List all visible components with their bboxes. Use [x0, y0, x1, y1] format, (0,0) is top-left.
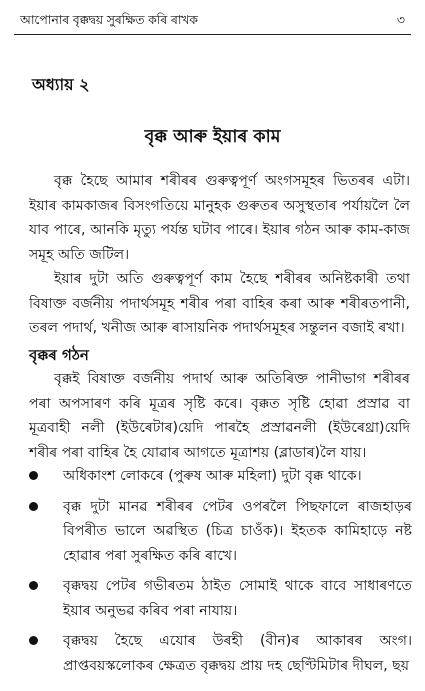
list-item-text: বৃক্ক দুটা মানৱ শৰীৰৰ পেটৰ ওপৰলৈ পিছফালে ৰাজহাড়ৰ বিপৰীত ভালে অৱস্থিত (চিত্ৰ চাওঁক)। ইহতক কামিহাড়ে নষ্ট হোৱাৰ পৰা সুৰক্ষিত কৰি ৰাখে। [63, 498, 412, 564]
chapter-label: অধ্যায় ২ [32, 75, 90, 94]
list-item-text: বৃক্কদ্বয় হৈছে এযোৰ উৰহী (বীন)ৰ আকাৰৰ অংগ। প্ৰাপ্তবয়স্কলোকৰ ক্ষেত্ৰত বৃক্কদ্বয় প্ৰায় দহ ছেণ্টিমিটাৰ দীঘল, ছয় [63, 633, 412, 674]
bullet-list [24, 464, 412, 678]
list-item-text: অধিকাংশ লোকৰে (পুৰুষ আৰু মহিলা) দুটা বৃক্ক থাকে। [63, 468, 362, 484]
paragraph-structure: বৃক্কই বিষাক্ত বৰ্জনীয় পদাৰ্থ আৰু অতিৰিক্ত পানীভাগ শৰীৰৰ পৰা অপসাৰণ কৰি মূত্ৰৰ সৃষ্টি কৰে। বৃক্কত সৃষ্টি হোৱা প্ৰস্ৰাৱ বা মূত্ৰবাহী নলী (ইউৰেটাৰ)য়েদি পাৰহৈ প্ৰস্ৰাৱনলী (ইউৰেথ্ৰা)য়েদি শৰীৰ পৰা বাহিৰ হৈ যোৱাৰ আগতে মূত্ৰাশয় (ব্লাডাৰ)লৈ যায়। [29, 371, 410, 461]
list-item-text: বৃক্কদ্বয় পেটৰ গভীৰতম ঠাইত সোমাই থাকে বাবে সাধাৰণতে ইয়াৰ অনুভৱ কৰিব পৰা নাযায়। [63, 578, 412, 619]
list-item [24, 574, 412, 623]
bullet-icon [29, 581, 38, 590]
paragraph-functions: ইয়াৰ দুটা অতি গুৰুত্বপূৰ্ণ কাম হৈছে শৰীৰৰ অনিষ্টকাৰী তথা বিষাক্ত বৰ্জনীয় পদাৰ্থসমূহ শৰীৰ পৰা বাহিৰ কৰা আৰু শৰীৰতপানী, তৰল পদাৰ্থ, খনীজ আৰু ৰাসায়নিক পদাৰ্থসমূহৰ সন্তুলন বজাই ৰখা। [29, 271, 410, 336]
bullet-icon [29, 502, 38, 511]
header-rule [14, 34, 411, 35]
paragraph-intro: বৃক্ক হৈছে আমাৰ শৰীৰৰ গুৰুত্বপূৰ্ণ অংগসমূহৰ ভিতৰৰ এটা। ইয়াৰ কামকাজৰ বিসংগতিয়ে মানুহক গুৰুতৰ অসুস্থতাৰ পৰ্যায়লৈ লৈ যাব পাৰে, আনকি মৃত্যু পৰ্যন্ত ঘটাব পাৰে। ইয়াৰ গঠন আৰু কাম-কাজ সমূহ অতি জটিল। [29, 173, 410, 263]
bullet-icon [29, 471, 38, 480]
bullet-icon [29, 636, 38, 645]
page-number: ৩ [396, 12, 405, 27]
list-item [24, 629, 412, 678]
chapter-title: বৃক্ক আৰু ইয়াৰ কাম [144, 127, 281, 147]
list-item [24, 464, 412, 489]
section-heading: বৃক্কৰ গঠন [29, 346, 89, 364]
list-item [24, 495, 412, 569]
running-header-title: আপোনাৰ বৃক্কদ্বয় সুৰক্ষিত কৰি ৰাখক [20, 12, 198, 27]
